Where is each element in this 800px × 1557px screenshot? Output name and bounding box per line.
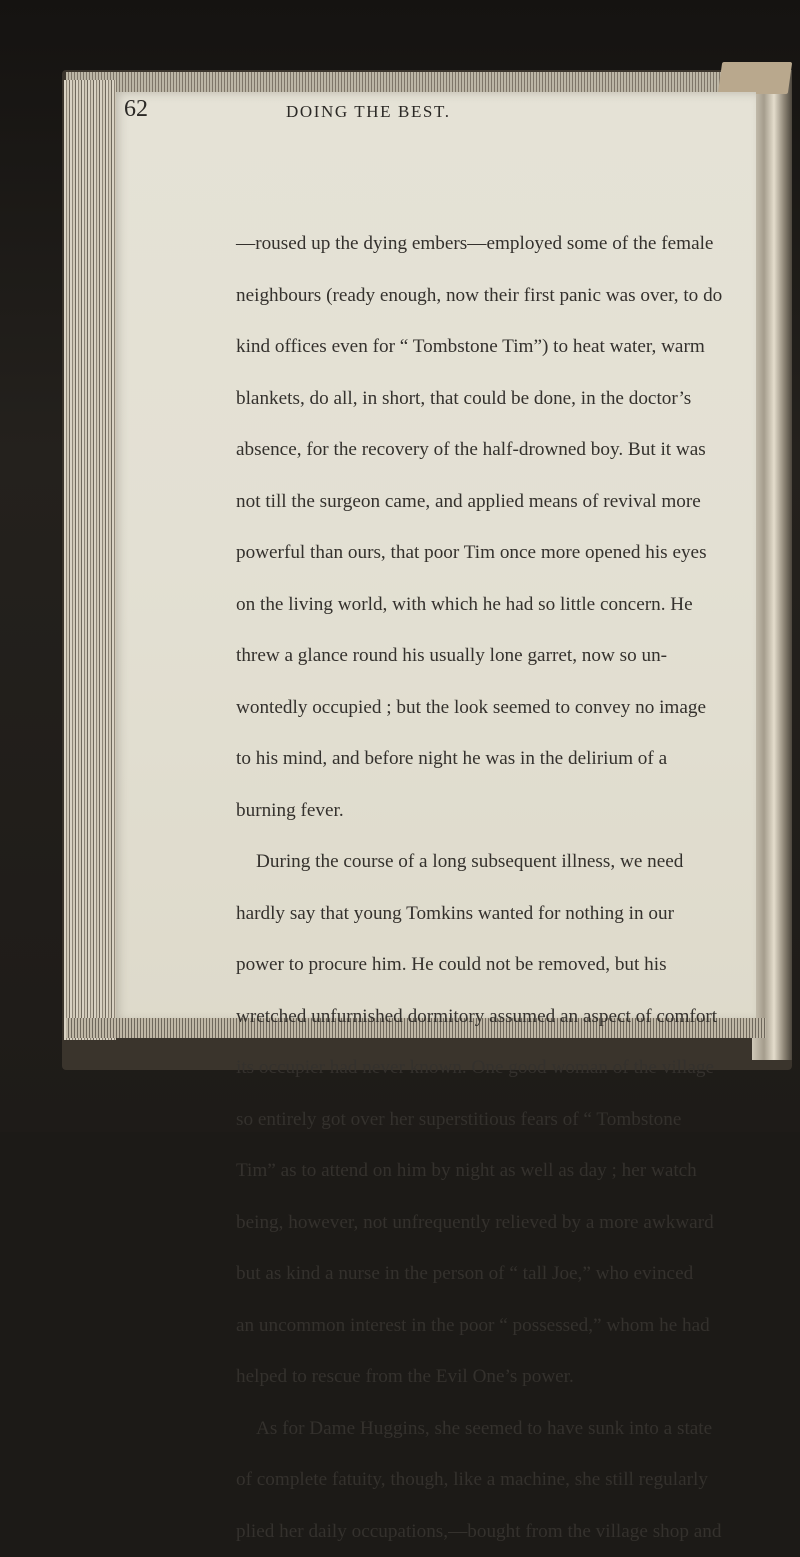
text-line: power to procure him. He could not be removed, but his	[236, 939, 654, 991]
book-gutter-edges	[64, 80, 116, 1040]
text-line-paragraph-end: burning fever.	[236, 785, 654, 837]
page-header	[124, 96, 600, 126]
book-top-edge	[66, 72, 766, 92]
text-line: on the living world, with which he had so little concern. He	[236, 579, 654, 631]
text-line-paragraph-start: As for Dame Huggins, she seemed to have sunk into a state	[236, 1403, 654, 1455]
text-line: an uncommon interest in the poor “ possessed,” whom he had	[236, 1300, 654, 1352]
text-line: wretched unfurnished dormitory assumed an aspect of comfort	[236, 991, 654, 1043]
text-line: of complete fatuity, though, like a machine, she still regularly	[236, 1454, 654, 1506]
text-line: being, however, not unfrequently relieved by a more awkward	[236, 1197, 654, 1249]
text-line: plied her daily occupations,—bought from the village shop and	[236, 1506, 654, 1557]
page-corner-tab	[718, 62, 792, 94]
book-fore-edge	[752, 70, 792, 1060]
text-line: neighbours (ready enough, now their first panic was over, to do	[236, 270, 654, 322]
text-line: hardly say that young Tomkins wanted for nothing in our	[236, 888, 654, 940]
text-line: so entirely got over her superstitious fears of “ Tombstone	[236, 1094, 654, 1146]
text-line: but as kind a nurse in the person of “ tall Joe,” who evinced	[236, 1248, 654, 1300]
text-line: —roused up the dying embers—employed some of the female	[236, 218, 654, 270]
text-line-paragraph-end: helped to rescue from the Evil One’s power.	[236, 1351, 654, 1403]
text-line-paragraph-start: During the course of a long subsequent illness, we need	[236, 836, 654, 888]
text-line: kind offices even for “ Tombstone Tim”) to heat water, warm	[236, 321, 654, 373]
body-text	[236, 218, 654, 1557]
text-line: not till the surgeon came, and applied means of revival more	[236, 476, 654, 528]
text-line: its occupier had never known. One good woman of the village	[236, 1042, 654, 1094]
text-line: blankets, do all, in short, that could be done, in the doctor’s	[236, 373, 654, 425]
text-line: Tim” as to attend on him by night as well as day ; her watch	[236, 1145, 654, 1197]
text-line: threw a glance round his usually lone garret, now so un-	[236, 630, 654, 682]
text-line: to his mind, and before night he was in the delirium of a	[236, 733, 654, 785]
page-number: 62	[124, 96, 148, 123]
running-head: DOING THE BEST.	[286, 102, 451, 122]
text-line: wontedly occupied ; but the look seemed to convey no image	[236, 682, 654, 734]
text-line: absence, for the recovery of the half-drowned boy. But it was	[236, 424, 654, 476]
text-line: powerful than ours, that poor Tim once more opened his eyes	[236, 527, 654, 579]
